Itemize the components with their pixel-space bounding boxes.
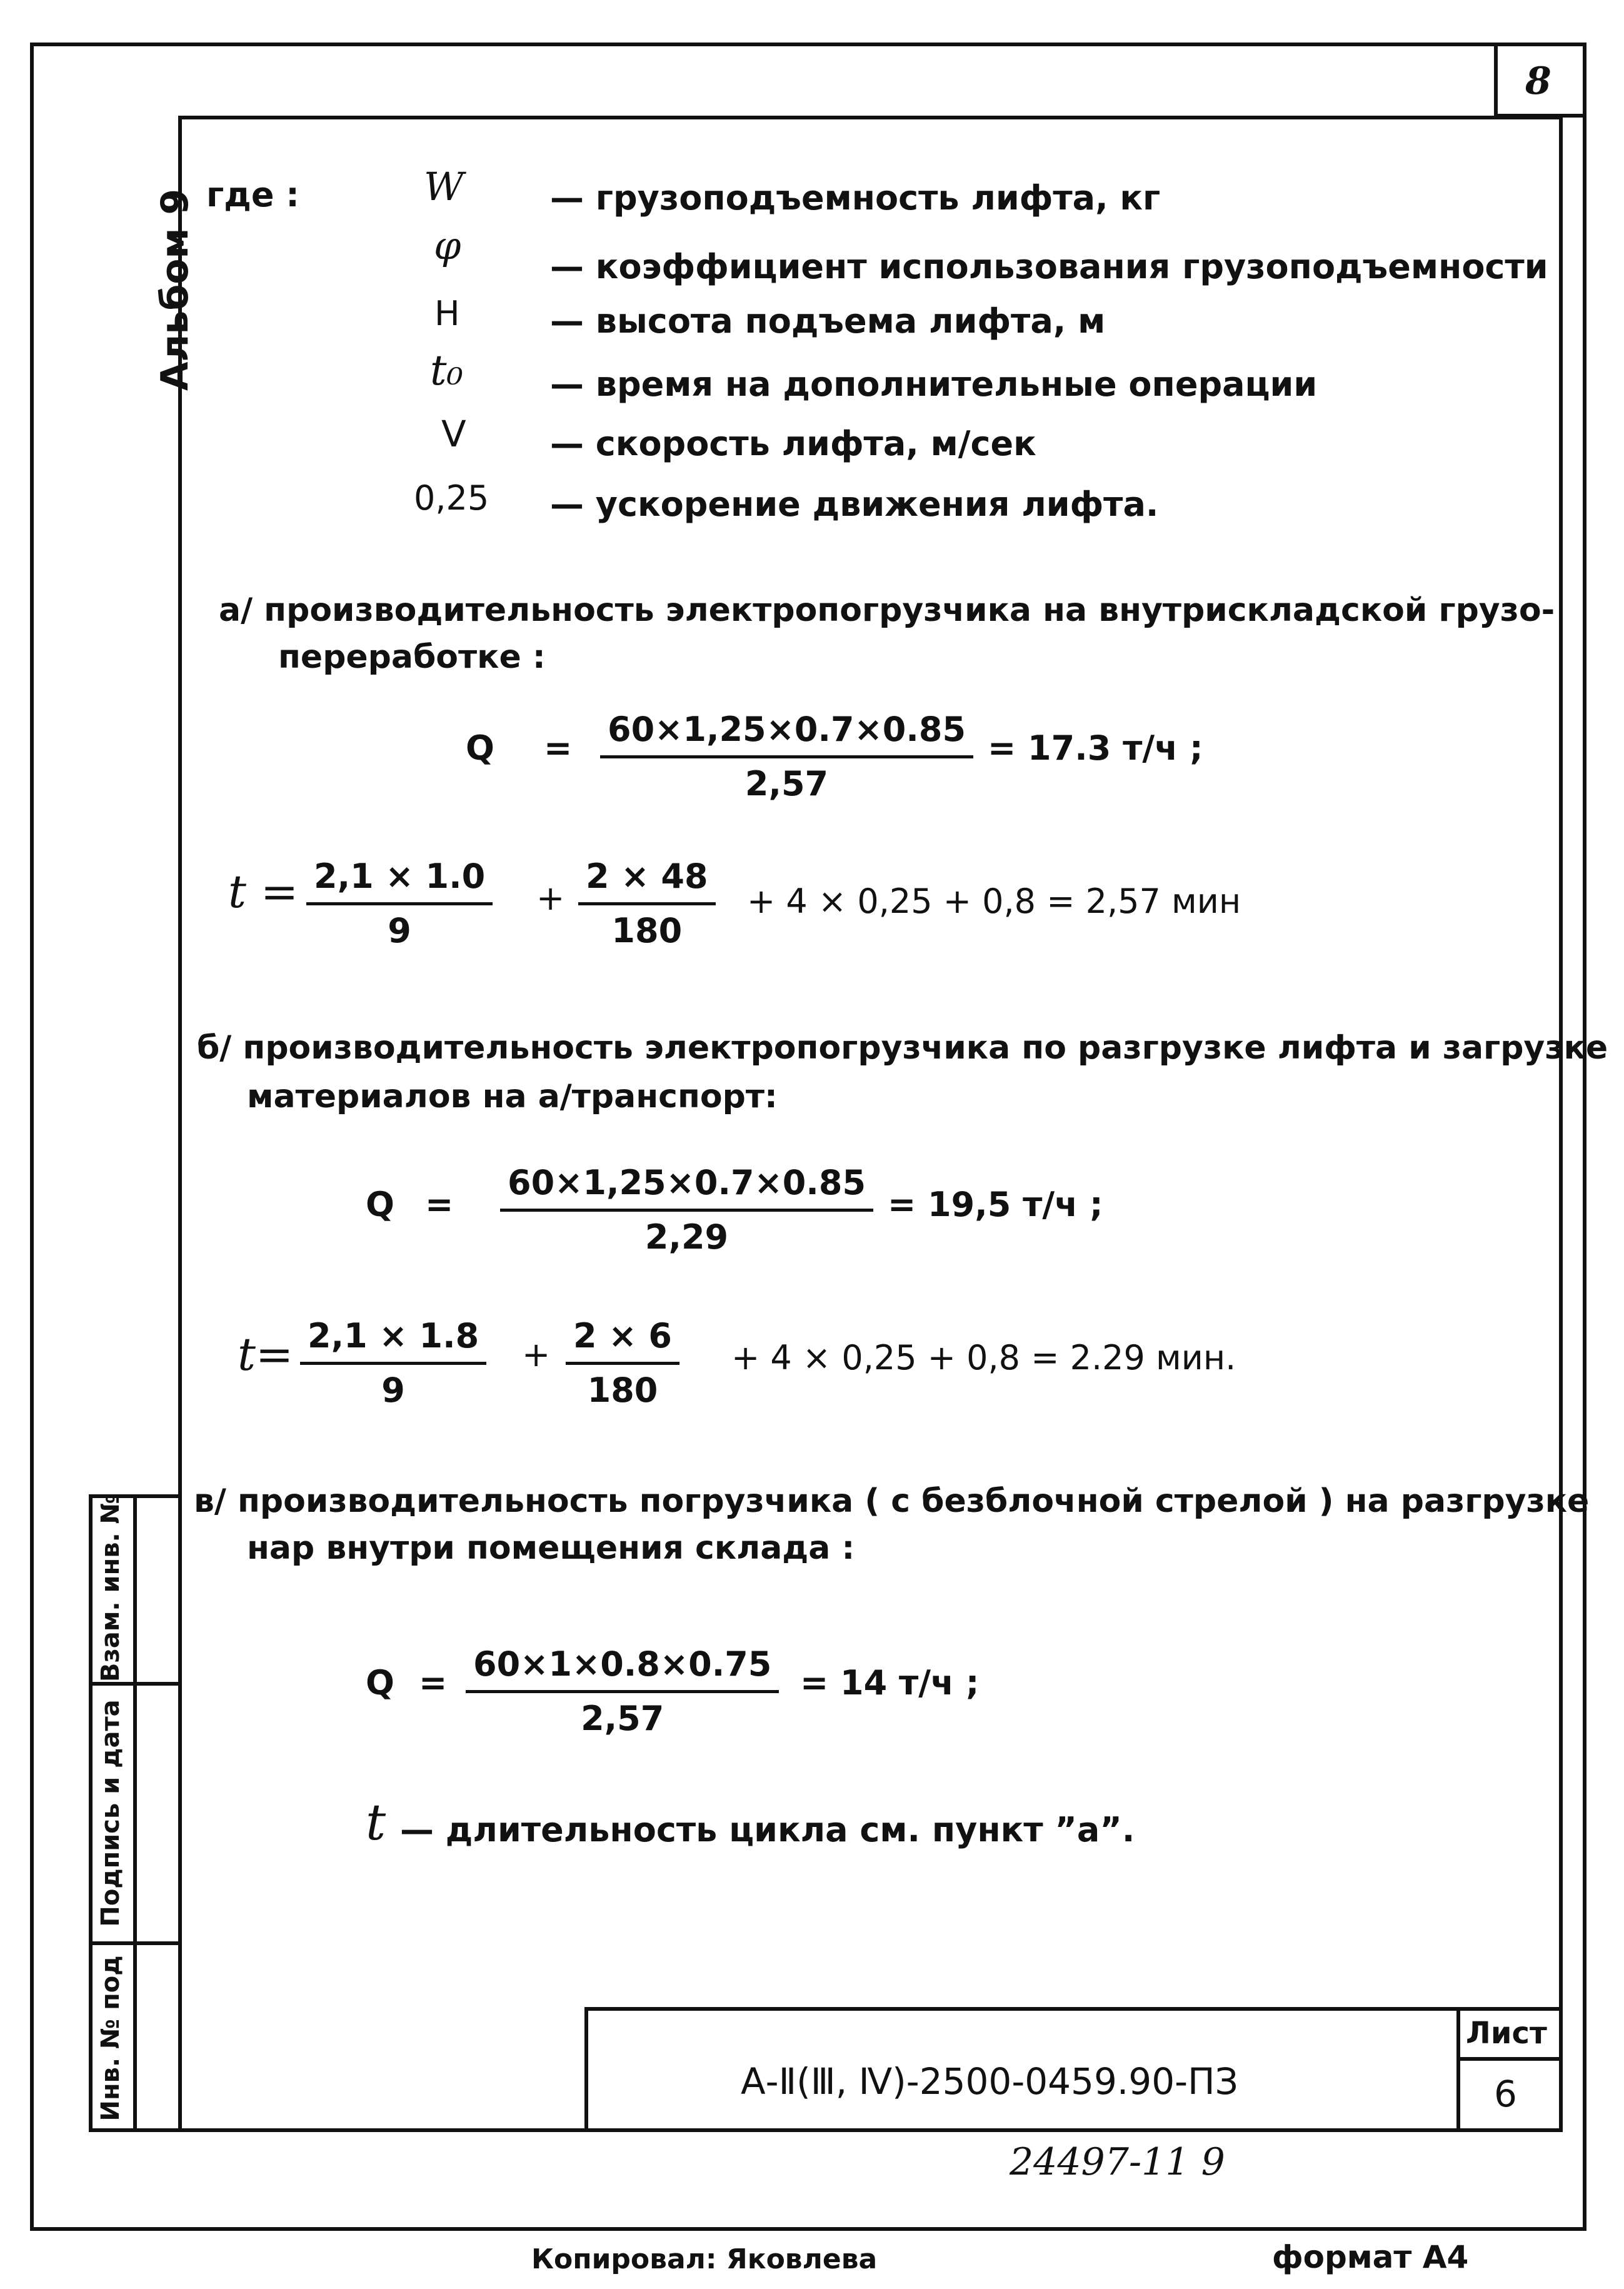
fraction-numerator: 2,1 × 1.8 xyxy=(300,1319,486,1365)
title-block-sheet-divider xyxy=(1456,2057,1563,2061)
legend-symbol: 0,25 xyxy=(414,478,489,518)
section-a-heading-line2: переработке : xyxy=(278,638,546,676)
archive-number: 24497-11 9 xyxy=(1010,2140,1225,2184)
section-a-t-label: t = xyxy=(228,865,299,918)
section-b-heading-line1: б/ производительность электропогрузчика по разгрузке лифта и загрузке xyxy=(197,1029,1608,1067)
fraction-numerator: 60×1×0.8×0.75 xyxy=(466,1648,779,1693)
copied-by: Копировал: Яковлева xyxy=(531,2243,878,2275)
sheet-format: формат А4 xyxy=(1272,2239,1469,2275)
legend-symbol: t₀ xyxy=(430,346,463,395)
fraction-denominator: 2,29 xyxy=(644,1217,729,1257)
section-b-t-label: t= xyxy=(238,1328,294,1381)
legend-symbol: φ xyxy=(434,223,461,268)
fraction-denominator: 180 xyxy=(611,911,683,950)
side-stamp-podpis: Подпись и дата xyxy=(96,1699,125,1927)
fraction-denominator: 180 xyxy=(587,1371,658,1410)
section-v-heading-line1: в/ производительность погрузчика ( с безблочной стрелой ) на разгрузке xyxy=(194,1482,1590,1520)
section-v-q-result: = 14 т/ч ; xyxy=(800,1663,980,1703)
section-v-t-symbol: t xyxy=(366,1793,386,1851)
section-b-heading-line2: материалов на а/транспорт: xyxy=(247,1078,778,1115)
section-a-t-fraction2 xyxy=(578,857,716,950)
section-v-q-fraction xyxy=(466,1644,779,1738)
fraction-numerator: 2 × 6 xyxy=(566,1319,679,1365)
side-stamp-inv: Инв. № под xyxy=(96,1955,125,2121)
album-label: Альбом 9 xyxy=(153,188,197,391)
legend-symbol: H xyxy=(434,294,460,333)
section-b-t-rest: + 4 × 0,25 + 0,8 = 2.29 мин. xyxy=(731,1338,1236,1377)
section-v-t-note: — длительность цикла см. пункт ”а”. xyxy=(400,1810,1135,1849)
legend-text: — время на дополнительные операции xyxy=(550,365,1318,404)
sheet-number: 6 xyxy=(1494,2073,1517,2115)
fraction-denominator: 9 xyxy=(381,1371,405,1410)
section-a-t-plus: + xyxy=(536,878,565,918)
section-b-t-fraction1 xyxy=(300,1316,486,1410)
sheet-label: Лист xyxy=(1466,2016,1547,2051)
legend-text: — грузоподъемность лифта, кг xyxy=(550,178,1161,218)
legend-text: — скорость лифта, м/сек xyxy=(550,424,1036,463)
section-b-q-result: = 19,5 т/ч ; xyxy=(888,1185,1103,1224)
side-stamp-divider xyxy=(133,1494,137,2132)
legend-text: — высота подъема лифта, м xyxy=(550,301,1106,341)
section-a-t-fraction1 xyxy=(306,857,493,950)
fraction-denominator: 2,57 xyxy=(744,764,829,803)
section-a-q-label: Q xyxy=(466,728,494,768)
legend-symbol: W xyxy=(424,164,464,209)
fraction-denominator: 9 xyxy=(388,911,411,950)
section-b-q-equals: = xyxy=(425,1185,454,1224)
legend-intro: где : xyxy=(206,175,299,214)
fraction-numerator: 60×1,25×0.7×0.85 xyxy=(600,713,973,758)
section-a-q-result: = 17.3 т/ч ; xyxy=(988,728,1203,768)
fraction-numerator: 60×1,25×0.7×0.85 xyxy=(500,1166,873,1212)
side-stamp-divider xyxy=(89,1682,182,1686)
section-a-t-rest: + 4 × 0,25 + 0,8 = 2,57 мин xyxy=(747,882,1241,921)
section-a-heading-line1: а/ производительность электропогрузчика на внутрискладской грузо- xyxy=(219,591,1555,629)
section-v-q-equals: = xyxy=(419,1663,448,1703)
legend-text: — коэффициент использования грузоподъемности xyxy=(550,247,1548,286)
section-v-heading-line2: нар внутри помещения склада : xyxy=(247,1529,855,1567)
fraction-denominator: 2,57 xyxy=(581,1699,664,1738)
fraction-numerator: 2,1 × 1.0 xyxy=(306,860,493,905)
page-number: 8 xyxy=(1525,59,1551,103)
section-v-q-label: Q xyxy=(366,1663,394,1703)
section-a-q-fraction xyxy=(600,710,973,803)
title-block-sheet-divider xyxy=(1456,2007,1460,2132)
fraction-numerator: 2 × 48 xyxy=(578,860,716,905)
legend-symbol: V xyxy=(441,413,466,455)
legend-text: — ускорение движения лифта. xyxy=(550,485,1159,524)
section-b-t-fraction2 xyxy=(566,1316,679,1410)
section-a-q-equals: = xyxy=(544,728,573,768)
section-b-t-plus: + xyxy=(522,1335,551,1374)
section-b-q-fraction xyxy=(500,1163,873,1257)
side-stamp-vzam: Взам. инв. № xyxy=(96,1494,125,1682)
document-code: А-Ⅱ(Ⅲ, Ⅳ)-2500-0459.90-ПЗ xyxy=(741,2060,1238,2103)
section-b-q-label: Q xyxy=(366,1185,394,1224)
